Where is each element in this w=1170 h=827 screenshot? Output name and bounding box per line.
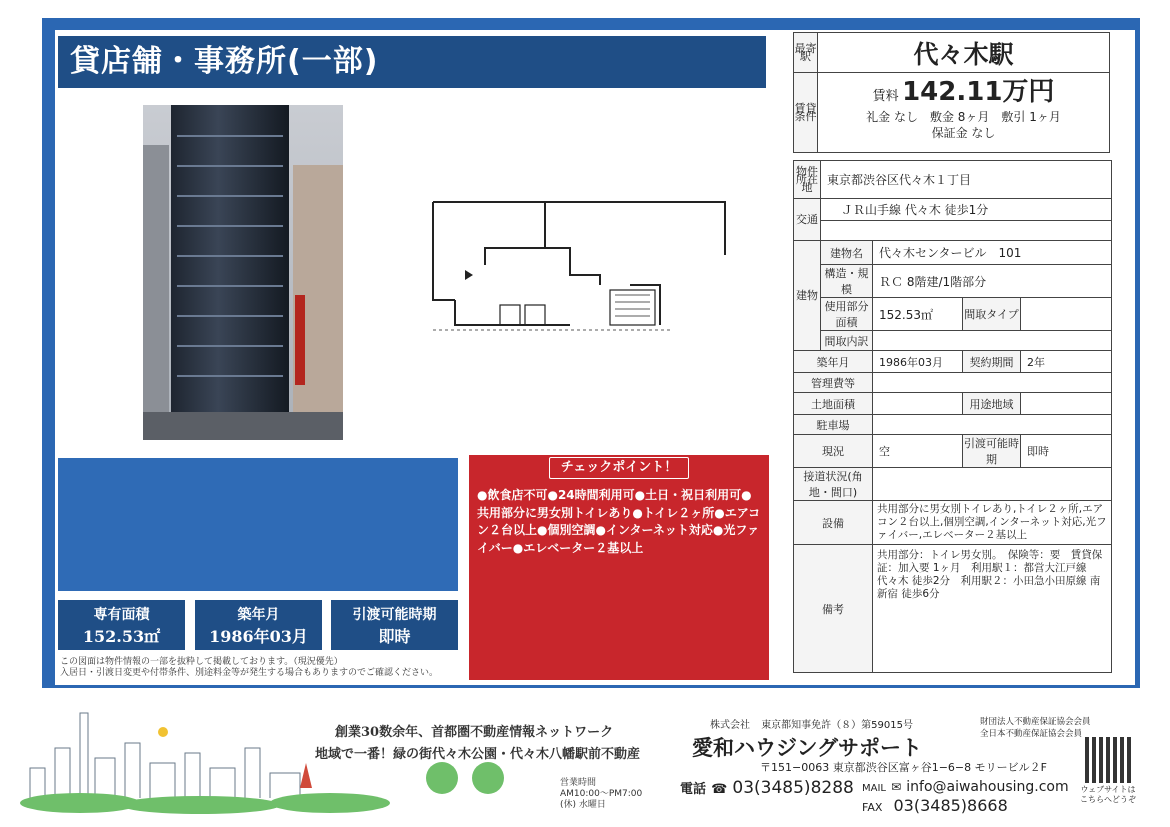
company-address: 〒151−0063 東京都渋谷区富ヶ谷1−6−8 モリービル２F [760,761,1047,774]
stat-handover [331,600,458,650]
structure-label: 構造・規模 [821,265,873,298]
station-label: 最寄駅 [794,33,818,73]
disclaimer-line-2: 入居日・引渡日変更や付帯条件、別途料金等が発生する場合もありますのでご確認ください。 [60,668,439,678]
rent-line-1: 礼金 なし 敷金 8ヶ月 敷引 1ヶ月 [866,110,1061,124]
website-note-2: こちらへどうぞ [1080,795,1136,804]
handover-value: 即時 [1021,435,1112,468]
website-note [1073,785,1143,805]
facility-label: 設備 [794,501,873,545]
slogan [315,722,640,766]
disclaimer-line-1: この図面は物件情報の一部を抜粋して掲載しております。（現況優先） [60,657,343,667]
floor-plan [425,190,740,350]
license: 東京都知事免許（８）第59015号 [761,720,913,731]
page-title: 貸店舗・事務所(一部) [58,36,766,88]
company-prefix: 株式会社 [710,720,750,731]
website-note-1: ウェブサイトは [1080,785,1136,794]
mail-icon: ✉ [891,780,902,794]
assoc-1: 財団法人不動産保証協会会員 [980,717,1091,727]
remarks-label: 備考 [794,545,873,673]
transit-value: ＪＲ山手線 代々木 徒歩1分 [821,199,1112,221]
structure-value: ＲＣ 8階建/1階部分 [873,265,1112,298]
checkpoint-panel [469,455,769,680]
area-value: 152.53㎡ [873,298,963,331]
built-value: 1986年03月 [873,351,963,373]
term-label: 契約期間 [963,351,1021,373]
station-value: 代々木駅 [818,33,1110,73]
name-value: 代々木センタービル 101 [873,241,1112,265]
zoning-label: 用途地域 [963,393,1021,415]
layout-detail-label: 間取内訳 [821,331,873,351]
name-label: 建物名 [821,241,873,265]
checkpoint-body: ●飲食店不可●24時間利用可●土日・祝日利用可●共用部分に男女別トイレあり●トイレ２ヶ所●エアコン２台以上●個別空調●インターネット対応●光ファイバー●エレベーター２基以上 [477,488,761,555]
land-label: 土地面積 [794,393,873,415]
tel-label: 電話 [680,782,707,797]
area-label: 使用部分面積 [821,298,873,331]
building-photo [143,105,343,440]
company-name: 愛和ハウジングサポート [692,735,923,760]
rent-prefix: 賃料 [872,89,899,104]
mgmt-label: 管理費等 [794,373,873,393]
disclaimer [60,657,438,679]
slogan-line-2: 地域で一番！緑の街代々木公園・代々木八幡駅前不動産 [315,747,641,762]
rent-table [793,32,1110,153]
fax-value: 03(3485)8668 [893,796,1008,815]
details-table [793,160,1112,673]
access-label: 接道状況(角地・間口) [794,468,873,501]
closed-day: (休) 水曜日 [560,800,606,810]
stat-handover-label: 引渡可能時期 [352,607,437,623]
parking-label: 駐車場 [794,415,873,435]
hours-title: 営業時間 [560,778,597,788]
slogan-line-1: 創業30数余年、首都圏不動産情報ネットワーク [335,725,614,740]
stat-built [195,600,322,650]
location-label: 物件所在地 [794,161,821,199]
handover-label: 引渡可能時期 [963,435,1021,468]
rent-label: 賃貸条件 [794,73,818,153]
building-label: 建物 [794,241,821,351]
status-value: 空 [873,435,963,468]
transit-label: 交通 [794,199,821,241]
stat-area-label: 専有面積 [93,607,150,623]
stat-handover-value: 即時 [378,627,411,646]
stat-area [58,600,185,650]
stat-area-value: 152.53㎡ [82,627,161,646]
mail-label: MAIL [862,783,886,794]
status-label: 現況 [794,435,873,468]
fax-label: FAX [862,801,883,814]
qr-code-icon[interactable] [1085,737,1131,783]
layout-type-label: 間取タイプ [963,298,1021,331]
checkpoint-title: チェックポイント！ [549,457,689,479]
facility-value: 共用部分に男女別トイレあり,トイレ２ヶ所,エアコン２台以上,個別空調,インターネット対応,光ファイバー,エレベーター２基以上 [873,501,1112,545]
stat-built-label: 築年月 [237,607,280,623]
tel-value: 03(3485)8288 [732,778,854,798]
rent-line-2: 保証金 なし [931,126,996,140]
built-label: 築年月 [794,351,873,373]
mail-value: info@aiwahousing.com [906,779,1069,795]
location-value: 東京都渋谷区代々木１丁目 [821,161,1112,199]
hours-value: AM10:00〜PM7:00 [560,789,643,799]
business-hours [560,778,642,811]
blue-panel [58,458,458,591]
term-value: 2年 [1021,351,1112,373]
assoc-2: 全日本不動産保証協会会員 [980,729,1083,739]
rent-amount: 142.11万円 [902,77,1055,107]
remarks-value: 共用部分：トイレ男女別。 保険等：要 賃貸保証：加入要 1ヶ月 利用駅１：都営大江戸線 代々木 徒歩2分 利用駅２：小田急小田原線 南新宿 徒歩6分 [873,545,1112,673]
stat-built-value: 1986年03月 [209,627,308,646]
phone-icon: ☎ [711,782,728,797]
